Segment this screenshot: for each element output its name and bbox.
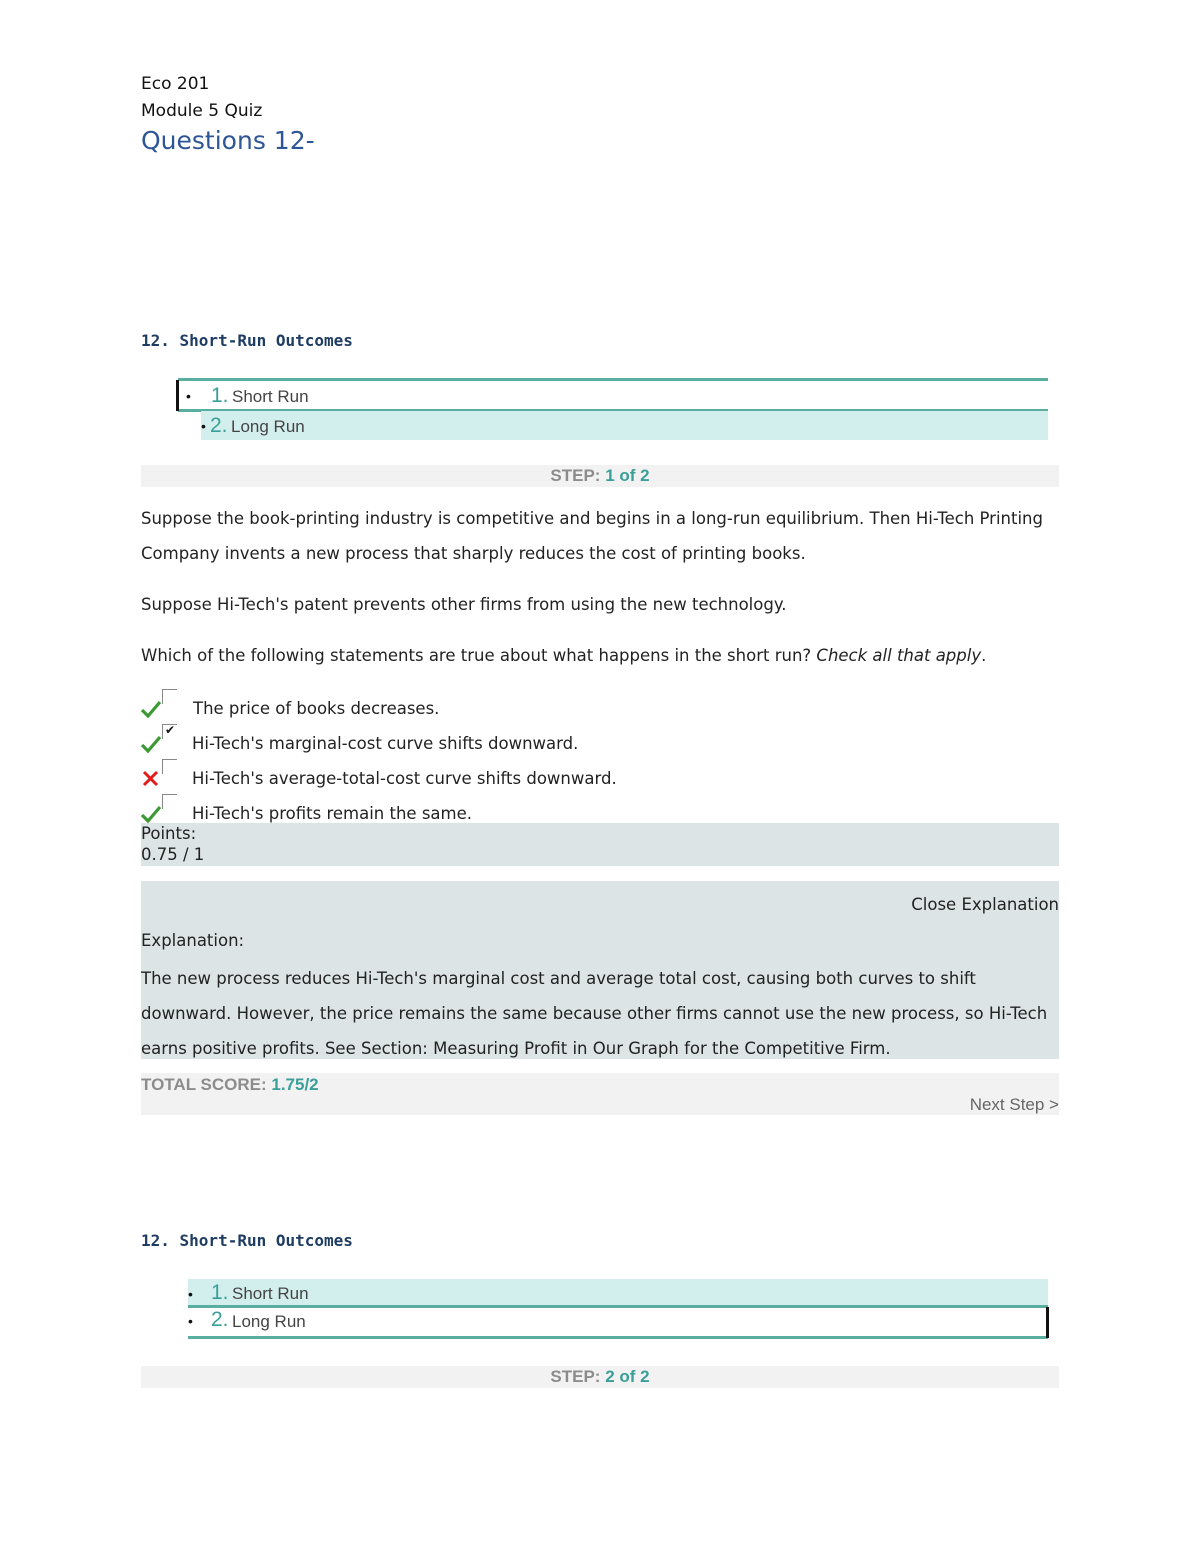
answer-option[interactable] <box>141 732 741 762</box>
bullet-icon: • <box>188 1313 193 1329</box>
question-end: . <box>981 646 987 665</box>
check-icon <box>141 699 161 719</box>
checkbox[interactable] <box>162 759 177 774</box>
next-step-button[interactable]: Next Step > <box>969 1095 1059 1114</box>
total-score-label: TOTAL SCORE: <box>141 1075 267 1094</box>
points-value: 0.75 / 1 <box>141 845 205 864</box>
step-indicator <box>141 1366 1059 1388</box>
checkbox-checked[interactable] <box>162 724 177 739</box>
question-intro: Suppose the book-printing industry is competitive and begins in a long-run equilibrium. Then Hi-Tech Printing Company invents a new process that sharply reduces the cost of printing books. <box>141 509 1043 563</box>
total-score-bar <box>141 1073 1059 1115</box>
points-label: Points: <box>141 824 197 843</box>
total-score <box>141 1075 319 1095</box>
tab-number: 2. <box>210 414 228 437</box>
page-heading: Questions 12- <box>141 126 315 155</box>
option-text: Hi-Tech's profits remain the same. <box>192 804 473 823</box>
tab-short-run[interactable] <box>178 378 1048 412</box>
explanation-title: Explanation: <box>141 931 245 950</box>
module-title: Module 5 Quiz <box>141 101 263 121</box>
checkbox[interactable] <box>162 689 177 704</box>
checkbox[interactable] <box>162 794 177 809</box>
tab-number: 1. <box>211 1281 229 1304</box>
question-detail: Suppose Hi-Tech's patent prevents other firms from using the new technology. <box>141 595 787 614</box>
tab-number: 2. <box>211 1308 229 1331</box>
question-hint: Check all that apply <box>816 646 982 665</box>
tab-long-run[interactable] <box>188 1305 1048 1339</box>
explanation-body: The new process reduces Hi-Tech's marginal cost and average total cost, causing both curves to shift downward. However, the price remains the same because other firms cannot use the new process, so Hi-Tech earns positive profits. See Section: Measuring Profit in Our Graph for the Competitive Firm. <box>141 969 1048 1058</box>
step-label: STEP: <box>550 1367 601 1386</box>
tab-label: Short Run <box>232 1284 309 1303</box>
question-prompt <box>141 638 1061 673</box>
step-label: STEP: <box>550 466 601 485</box>
answer-option[interactable] <box>141 697 741 727</box>
step-value: 1 of 2 <box>605 466 650 485</box>
tab-label: Long Run <box>231 417 305 436</box>
step-tabs <box>188 1279 1048 1339</box>
step-indicator <box>141 465 1059 487</box>
step-tabs <box>178 378 1048 440</box>
question-title: 12. Short-Run Outcomes <box>141 1231 353 1250</box>
text-cursor <box>176 380 179 411</box>
question-title: 12. Short-Run Outcomes <box>141 331 353 350</box>
cross-icon <box>141 769 161 789</box>
total-score-value: 1.75/2 <box>271 1075 319 1094</box>
bullet-icon: • <box>188 1286 193 1302</box>
tab-long-run[interactable] <box>201 411 1048 440</box>
option-text: Hi-Tech's average-total-cost curve shifts downward. <box>192 769 617 788</box>
option-text: Hi-Tech's marginal-cost curve shifts downward. <box>192 734 579 753</box>
question-text: Which of the following statements are true about what happens in the short run? <box>141 646 812 665</box>
check-icon <box>141 734 161 754</box>
check-icon <box>141 804 161 824</box>
step-value: 2 of 2 <box>605 1367 650 1386</box>
close-explanation-link[interactable]: Close Explanation <box>911 895 1059 914</box>
tab-label: Long Run <box>232 1312 306 1331</box>
explanation-panel <box>141 881 1059 1059</box>
tab-label: Short Run <box>232 387 309 406</box>
course-code: Eco 201 <box>141 74 210 94</box>
points-panel <box>141 823 1059 866</box>
tab-number: 1. <box>211 384 229 407</box>
bullet-icon: • <box>186 388 191 404</box>
option-text: The price of books decreases. <box>193 699 440 718</box>
tab-short-run[interactable] <box>188 1279 1048 1306</box>
text-cursor <box>1046 1307 1049 1338</box>
bullet-icon: • <box>201 418 206 434</box>
answer-option[interactable] <box>141 767 741 797</box>
